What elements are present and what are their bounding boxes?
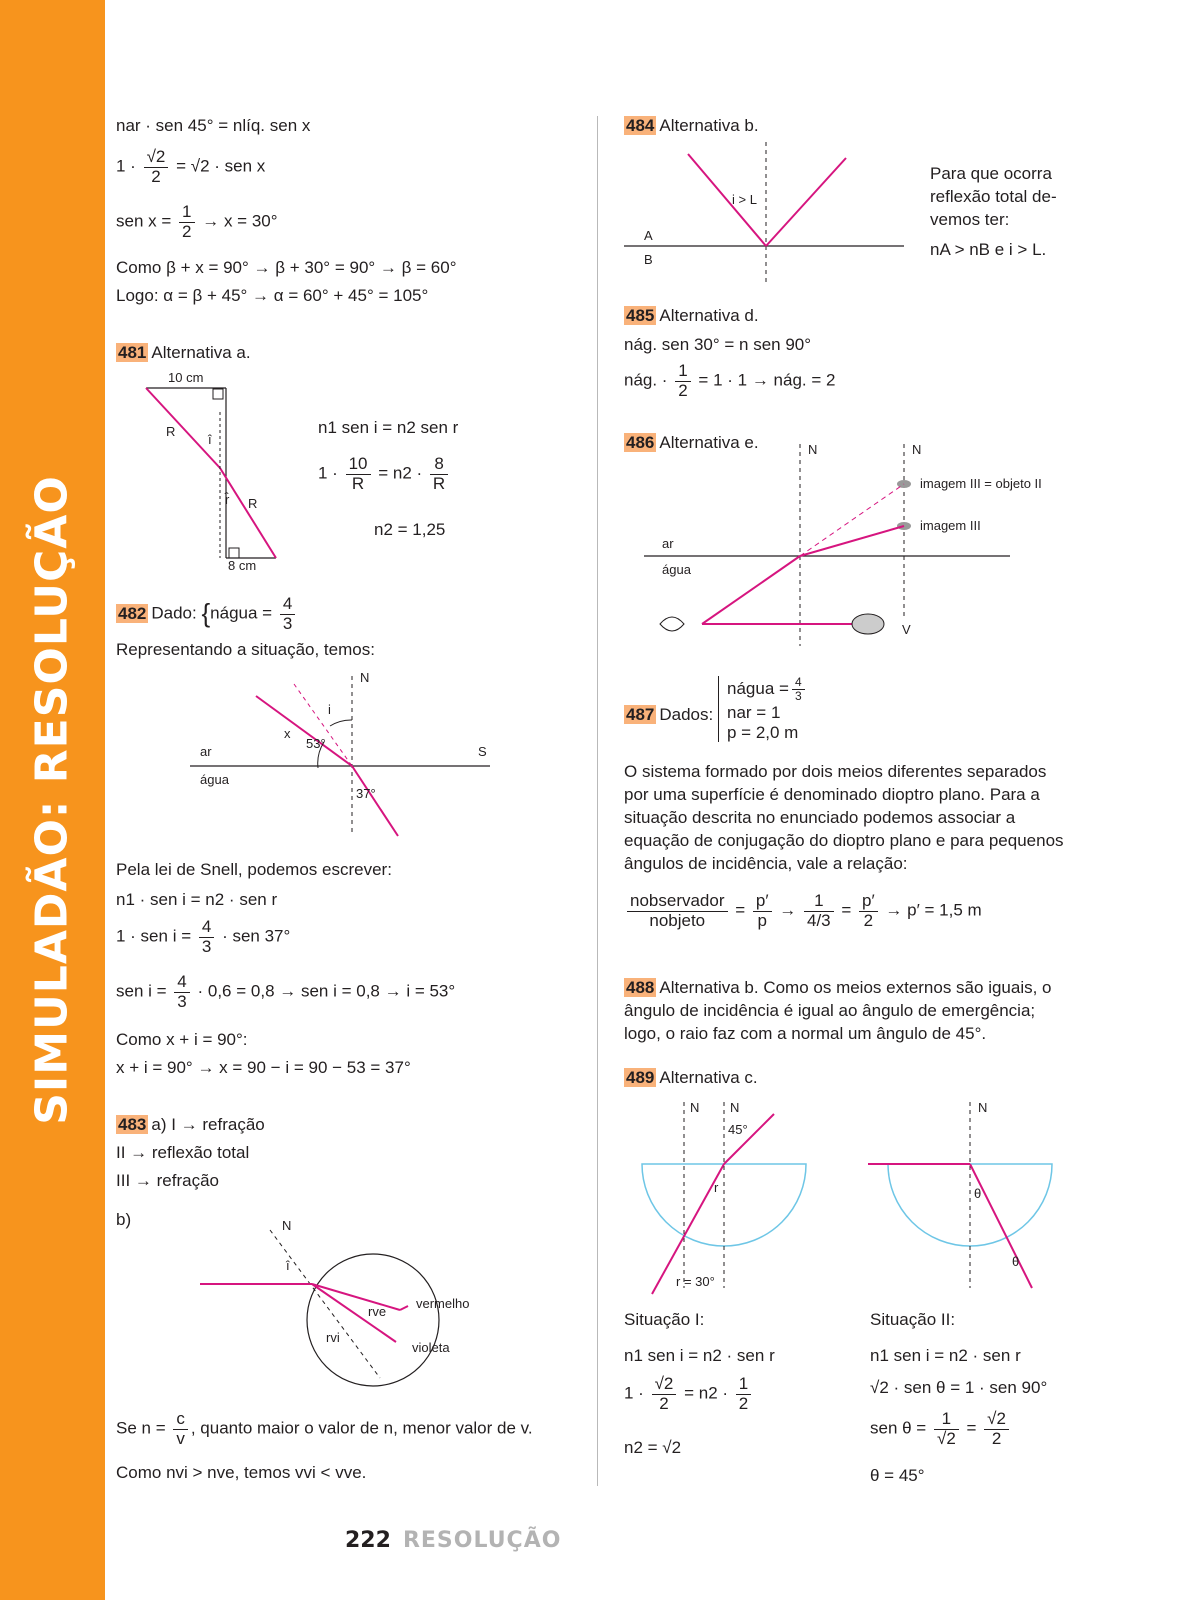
fig-label-bottom: 8 cm <box>228 558 257 573</box>
fig-label-rvi: rvi <box>326 1330 340 1345</box>
fig-label-37: 37° <box>356 786 376 801</box>
fig-label-ar: ar <box>662 536 674 551</box>
q482-s3: 1 · sen i = $\frac{4}{3}$ · sen 37° <box>116 917 291 956</box>
fig-label-N1: N <box>690 1100 700 1115</box>
fig-label-r: r̂ <box>225 492 230 507</box>
q482-s2: n1 · sen i = n2 · sen r <box>116 890 278 909</box>
q485-l2: nág. · $\frac{1}{2}$ = 1 · 1 → nág. = 2 <box>624 361 836 400</box>
fig-label-N3: N <box>978 1100 988 1115</box>
fig-label-53: 53° <box>306 736 326 751</box>
fig-label-img3: imagem III <box>920 518 981 533</box>
fig-label-theta1: θ <box>974 1186 982 1201</box>
q489-sit1: Situação I: <box>624 1310 705 1329</box>
eq-line-4: Como β + x = 90° → β + 30° = 90° → β = 60° <box>116 258 457 277</box>
q487-heading: 487 Dados: <box>626 705 714 724</box>
q489-s2l3: sen θ = $\frac{1}{√2}$ = $\frac{√2}{2}$ <box>870 1410 1012 1448</box>
fig-label-agua: água <box>662 562 691 577</box>
fig-label-N: N <box>360 670 370 685</box>
q483-bb: b) <box>116 1210 132 1229</box>
q484-p1: Para que ocorra <box>930 164 1052 183</box>
fig-label-vermelho: vermelho <box>416 1296 470 1311</box>
q483-figure <box>200 1218 490 1388</box>
q482-heading: 482 Dado: {nágua = $\frac{4}{3}$ <box>116 595 298 633</box>
q489-figure <box>624 1098 1094 1298</box>
fig-label-ar: ar <box>200 744 212 759</box>
q489-sit2: Situação II: <box>870 1310 956 1329</box>
fig-label-violeta: violeta <box>412 1340 450 1355</box>
column-divider <box>597 116 598 1486</box>
fig-label-A: A <box>644 228 653 243</box>
fig-label-N2: N <box>912 442 922 457</box>
q481-heading: 481 Alternativa a. <box>118 343 251 362</box>
q484-p3: vemos ter: <box>930 210 1010 229</box>
fig-label-top: 10 cm <box>168 370 204 385</box>
q482-s4: sen i = $\frac{4}{3}$ · 0,6 = 0,8 → sen i = 0,8 → i = 53° <box>116 972 456 1011</box>
fig-label-N2: N <box>730 1100 740 1115</box>
q481-figure <box>140 372 280 572</box>
q482-s6: x + i = 90° → x = 90 − i = 90 − 53 = 37° <box>116 1058 411 1077</box>
fig-label-r1: R <box>166 424 176 439</box>
q489-s2l1: n1 sen i = n2 · sen r <box>870 1346 1021 1365</box>
fig-label-S: S <box>478 744 487 759</box>
fig-label-r: r <box>714 1180 719 1195</box>
fig-label-rve: rve <box>368 1304 387 1319</box>
eq-line-5: Logo: α = β + 45° → α = 60° + 45° = 105° <box>116 286 429 305</box>
fig-label-N: N <box>282 1218 292 1233</box>
q489-s1l3: n2 = √2 <box>624 1438 682 1457</box>
fig-label-i: î <box>286 1258 290 1273</box>
q489-s2l4: θ = 45° <box>870 1466 925 1485</box>
q483-se: Se n = $\frac{c}{v}$ , quanto maior o valor de n, menor valor de v. <box>116 1409 533 1448</box>
q489-s1l2: 1 · $\frac{√2}{2}$ = n2 · $\frac{1}{2}$ <box>624 1375 754 1413</box>
fig-label-ineq: i > L <box>732 192 757 207</box>
fig-label-V: V <box>902 622 911 637</box>
q489-s1l1: n1 sen i = n2 · sen r <box>624 1346 775 1365</box>
q481-eq2: 1 · $\frac{10}{R}$ = n2 · $\frac{8}{R}$ <box>318 455 451 493</box>
q487-para: O sistema formado por dois meios diferentes separados por uma superfície é denominado dioptro plano. Para a situação descrita no enunciado podemos associar a equação de conjugação do dioptro plano e para pequenos ângulos de incidência, vale a relação: <box>624 762 1064 873</box>
fig-label-45: 45° <box>728 1122 748 1137</box>
q484-heading: 484 Alternativa b. <box>626 116 759 135</box>
q482-s5: Como x + i = 90°: <box>116 1030 248 1049</box>
q481-eq1: n1 sen i = n2 sen r <box>318 418 459 437</box>
footer-label: RESOLUÇÃO <box>402 1528 562 1553</box>
fig-label-i: i <box>328 702 331 717</box>
fig-label-r2: R <box>248 496 258 511</box>
page-number: 222 <box>345 1528 391 1553</box>
q485-heading: 485 Alternativa d. <box>626 306 759 325</box>
q482-intro: Representando a situação, temos: <box>116 640 375 659</box>
fig-label-N1: N <box>808 442 818 457</box>
q482-s1: Pela lei de Snell, podemos escrever: <box>116 860 392 879</box>
q486-heading: 486 Alternativa e. <box>626 433 759 452</box>
fig-label-theta2: θ <box>1012 1254 1020 1269</box>
q487-data: nágua = $\frac{4}{3}$ nar = 1 p = 2,0 m <box>718 676 808 742</box>
fig-label-agua: água <box>200 772 229 787</box>
eq-line-3: sen x = $\frac{1}{2}$ → x = 30° <box>116 202 278 241</box>
sidebar-title: SIMULADÃO: RESOLUÇÃO <box>26 475 78 1125</box>
q489-heading: 489 Alternativa c. <box>626 1068 758 1087</box>
fig-label-i: î <box>208 432 212 447</box>
q489-s2l2: √2 · sen θ = 1 · sen 90° <box>870 1378 1048 1397</box>
eq-line-1: nar · sen 45° = nlíq. sen x <box>116 116 311 135</box>
q484-p4: nA > nB e i > L. <box>930 240 1047 259</box>
fig-label-r30: r = 30° <box>676 1274 715 1289</box>
q483-c: III → refração <box>116 1171 219 1190</box>
fig-label-B: B <box>644 252 653 267</box>
eq-line-2: 1 · $\frac{√2}{2}$ = √2 · sen x <box>116 147 266 186</box>
q484-p2: reflexão total de- <box>930 187 1057 206</box>
q486-figure <box>640 440 1042 650</box>
q481-eq3: n2 = 1,25 <box>374 520 446 539</box>
fig-label-img3obj: imagem III = objeto II <box>920 476 1042 491</box>
q484-figure <box>624 142 914 292</box>
fig-label-x: x <box>284 726 291 741</box>
q487-eq: $\frac{\text{nobservador}}{\text{nobjeto}}$ = $\frac{p'}{p}$ → $\frac{1}{4/3}$ = $\frac{p'}{2}$ → p′ = 1,5 m <box>624 892 982 930</box>
q483-heading: 483 a) I → refração <box>118 1115 265 1134</box>
q482-figure <box>190 670 500 846</box>
q485-l1: nág. sen 30° = n sen 90° <box>624 335 812 354</box>
q488: 488 Alternativa b. Como os meios externos são iguais, o ângulo de incidência é igual ao ângulo de emergência; logo, o raio faz com a normal um ângulo de 45°. <box>624 978 1052 1043</box>
q483-b: II → reflexão total <box>116 1143 250 1162</box>
q483-como: Como nvi > nve, temos vvi < vve. <box>116 1463 367 1482</box>
footer <box>345 1528 561 1553</box>
